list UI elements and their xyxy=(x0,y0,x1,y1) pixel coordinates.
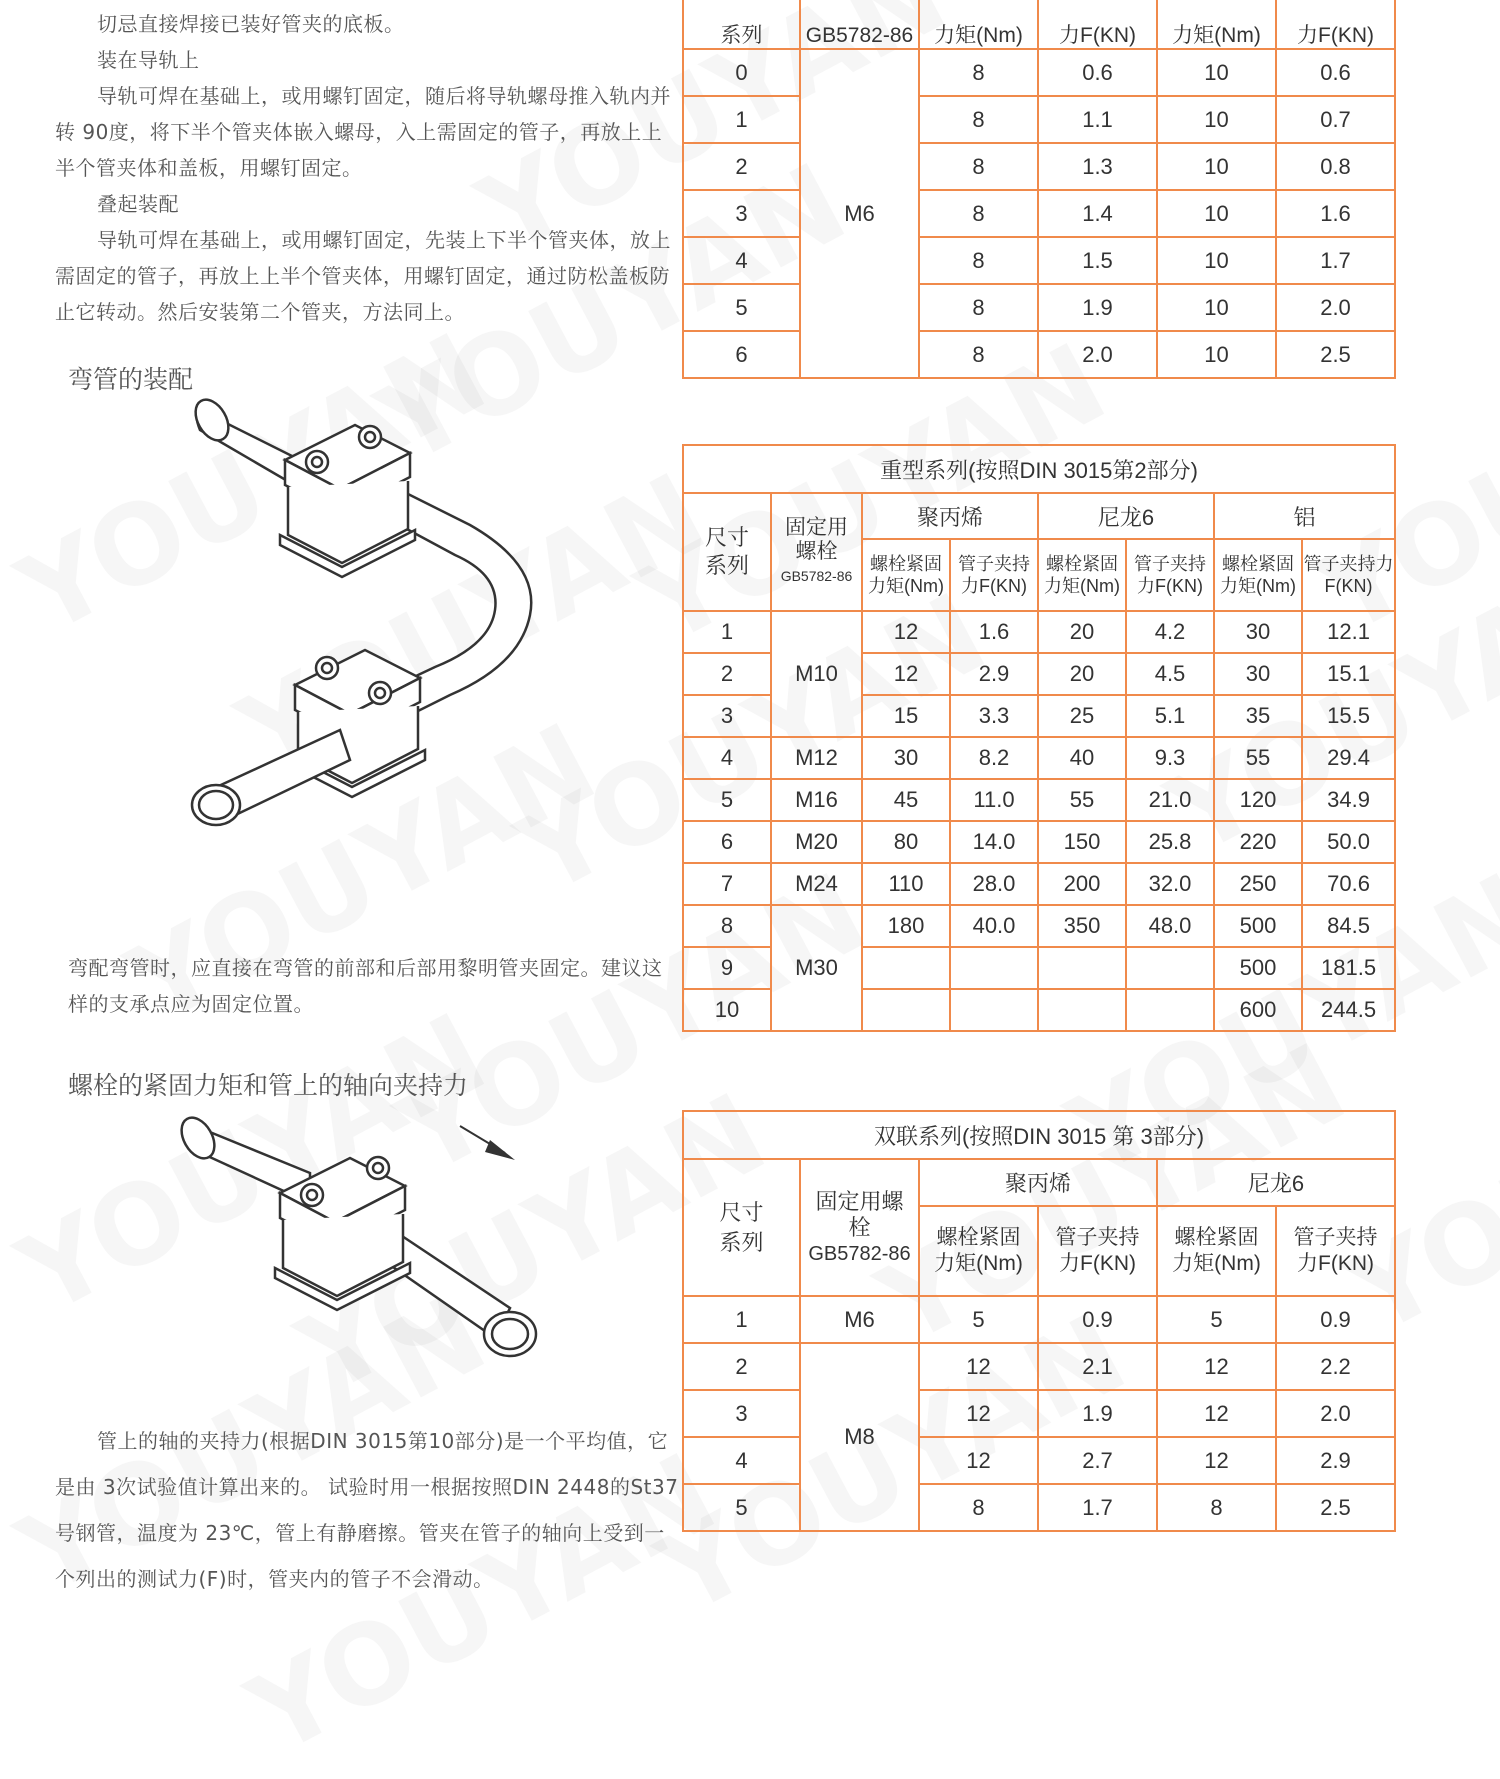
table-cell: 2.0 xyxy=(1038,331,1157,378)
table-header: 力F(KN) xyxy=(1276,0,1395,49)
table-row xyxy=(683,737,1395,779)
table-row xyxy=(683,1437,1395,1484)
table-cell: 1.7 xyxy=(1038,1484,1157,1531)
table-cell: 1.1 xyxy=(1038,96,1157,143)
table-cell: 200 xyxy=(1038,863,1126,905)
size-cell: 0 xyxy=(683,49,800,96)
bolt-header xyxy=(771,493,862,611)
table-cell: 8 xyxy=(919,143,1038,190)
table-row xyxy=(683,96,1395,143)
table-row xyxy=(683,143,1395,190)
table-cell: 8 xyxy=(919,237,1038,284)
size-cell: 3 xyxy=(683,190,800,237)
intro-text xyxy=(55,6,675,330)
table-cell: 21.0 xyxy=(1126,779,1214,821)
bend-caption: 弯配弯管时，应直接在弯管的前部和后部用黎明管夹固定。建议这样的支承点应为固定位置。 xyxy=(68,956,663,1016)
table-cell: 30 xyxy=(1214,653,1302,695)
size-cell: 4 xyxy=(683,1437,800,1484)
axial-clamp-illustration xyxy=(170,1108,570,1408)
intro-subheading: 叠起装配 xyxy=(97,192,179,216)
sub-header-torque: 螺栓紧固力矩(Nm) xyxy=(1157,1206,1276,1296)
bolt-cell: M16 xyxy=(771,779,862,821)
table-cell: 12 xyxy=(1157,1390,1276,1437)
table-cell: 84.5 xyxy=(1302,905,1395,947)
table-cell: 12 xyxy=(1157,1343,1276,1390)
table-caption: 双联系列(按照DIN 3015 第 3部分) xyxy=(683,1111,1395,1159)
table-cell: 120 xyxy=(1214,779,1302,821)
size-cell: 4 xyxy=(683,237,800,284)
table-cell: 220 xyxy=(1214,821,1302,863)
table-cell: 45 xyxy=(862,779,950,821)
size-cell: 3 xyxy=(683,695,771,737)
intro-line: 切忌直接焊接已装好管夹的底板。 xyxy=(97,12,405,36)
table-cell: 10 xyxy=(1157,49,1276,96)
table-cell: 12.1 xyxy=(1302,611,1395,653)
table-cell xyxy=(1126,947,1214,989)
size-header: 尺寸系列 xyxy=(683,1159,800,1296)
table-cell: 8 xyxy=(919,49,1038,96)
table-header: 力F(KN) xyxy=(1038,0,1157,49)
sub-header-force: 管子夹持力F(KN) xyxy=(1126,539,1214,611)
table-cell: 34.9 xyxy=(1302,779,1395,821)
sub-header-force: 管子夹持力F(KN) xyxy=(1302,539,1395,611)
size-cell: 2 xyxy=(683,653,771,695)
table-header: 力矩(Nm) xyxy=(1157,0,1276,49)
table-cell: 12 xyxy=(919,1390,1038,1437)
table-header: GB5782-86 xyxy=(800,0,919,49)
table-cell: 50.0 xyxy=(1302,821,1395,863)
table-cell: 70.6 xyxy=(1302,863,1395,905)
table-row xyxy=(683,1296,1395,1343)
bolt-cell: M30 xyxy=(771,905,862,1031)
table-row xyxy=(683,331,1395,378)
table-cell: 0.6 xyxy=(1276,49,1395,96)
table-row xyxy=(683,821,1395,863)
bolt-cell: M24 xyxy=(771,863,862,905)
bolt-cell: M10 xyxy=(771,611,862,737)
table-cell: 32.0 xyxy=(1126,863,1214,905)
bolt-header-label: 固定用螺栓 xyxy=(785,516,848,563)
size-cell: 2 xyxy=(683,143,800,190)
material-header: 尼龙6 xyxy=(1038,493,1214,539)
table-cell: 10 xyxy=(1157,284,1276,331)
table-cell: 29.4 xyxy=(1302,737,1395,779)
size-cell: 5 xyxy=(683,284,800,331)
table-cell: 1.6 xyxy=(1276,190,1395,237)
material-header: 聚丙烯 xyxy=(862,493,1038,539)
table-cell: 181.5 xyxy=(1302,947,1395,989)
table-cell: 40 xyxy=(1038,737,1126,779)
sub-header-torque: 螺栓紧固力矩(Nm) xyxy=(862,539,950,611)
size-cell: 1 xyxy=(683,1296,800,1343)
table-cell: 30 xyxy=(1214,611,1302,653)
table-cell: 2.1 xyxy=(1038,1343,1157,1390)
table-header: 力矩(Nm) xyxy=(919,0,1038,49)
size-cell: 9 xyxy=(683,947,771,989)
table-cell: 150 xyxy=(1038,821,1126,863)
intro-paragraph: 导轨可焊在基础上，或用螺钉固定，先装上下半个管夹体，放上需固定的管子，再放上上半个管夹体，用螺钉固定，通过防松盖板防止它转动。然后安装第二个管夹，方法同上。 xyxy=(55,228,671,324)
size-header: 尺寸系列 xyxy=(683,493,771,611)
bolt-header xyxy=(800,1159,919,1296)
table-cell: 15 xyxy=(862,695,950,737)
table-cell: 2.7 xyxy=(1038,1437,1157,1484)
bolt-cell: M6 xyxy=(800,49,919,378)
torque-caption xyxy=(55,1418,680,1602)
intro-subheading: 装在导轨上 xyxy=(97,48,200,72)
table-cell: 0.9 xyxy=(1038,1296,1157,1343)
sub-header-force: 管子夹持力F(KN) xyxy=(1276,1206,1395,1296)
size-cell: 10 xyxy=(683,989,771,1031)
size-cell: 6 xyxy=(683,331,800,378)
size-cell: 4 xyxy=(683,737,771,779)
table-cell xyxy=(862,989,950,1031)
size-cell: 1 xyxy=(683,611,771,653)
table-row xyxy=(683,49,1395,96)
table-row xyxy=(683,1484,1395,1531)
table-cell: 28.0 xyxy=(950,863,1038,905)
table-cell: 12 xyxy=(1157,1437,1276,1484)
table-cell: 1.5 xyxy=(1038,237,1157,284)
bolt-cell: M12 xyxy=(771,737,862,779)
table-cell: 600 xyxy=(1214,989,1302,1031)
table-cell: 25.8 xyxy=(1126,821,1214,863)
table-cell: 14.0 xyxy=(950,821,1038,863)
bolt-header-std: GB5782-86 xyxy=(808,1242,911,1265)
table-cell: 1.3 xyxy=(1038,143,1157,190)
table-cell: 8 xyxy=(919,331,1038,378)
sub-header-force: 管子夹持力F(KN) xyxy=(950,539,1038,611)
table-cell: 2.5 xyxy=(1276,331,1395,378)
table-cell: 1.9 xyxy=(1038,1390,1157,1437)
table-cell: 5 xyxy=(919,1296,1038,1343)
table-cell: 12 xyxy=(862,653,950,695)
table-cell: 15.1 xyxy=(1302,653,1395,695)
bolt-cell: M20 xyxy=(771,821,862,863)
size-cell: 5 xyxy=(683,1484,800,1531)
table-cell: 1.4 xyxy=(1038,190,1157,237)
size-cell: 7 xyxy=(683,863,771,905)
table-cell: 10 xyxy=(1157,96,1276,143)
table-cell: 10 xyxy=(1157,190,1276,237)
table-cell: 25 xyxy=(1038,695,1126,737)
size-cell: 8 xyxy=(683,905,771,947)
table-cell: 48.0 xyxy=(1126,905,1214,947)
bolt-cell: M8 xyxy=(800,1343,919,1531)
bolt-header-label: 固定用螺栓 xyxy=(815,1188,904,1240)
table-cell: 8.2 xyxy=(950,737,1038,779)
table-cell: 8 xyxy=(919,284,1038,331)
table-cell: 8 xyxy=(919,190,1038,237)
table-cell: 2.9 xyxy=(950,653,1038,695)
size-cell: 2 xyxy=(683,1343,800,1390)
table-cell: 4.5 xyxy=(1126,653,1214,695)
table-cell: 500 xyxy=(1214,905,1302,947)
table-cell xyxy=(950,989,1038,1031)
table-cell: 20 xyxy=(1038,653,1126,695)
table-cell: 12 xyxy=(919,1343,1038,1390)
table-cell: 2.2 xyxy=(1276,1343,1395,1390)
table-cell: 350 xyxy=(1038,905,1126,947)
table-cell xyxy=(1126,989,1214,1031)
table-cell: 0.7 xyxy=(1276,96,1395,143)
bend-title: 弯管的装配 xyxy=(68,365,194,394)
table-row xyxy=(683,190,1395,237)
table-cell: 35 xyxy=(1214,695,1302,737)
size-cell: 3 xyxy=(683,1390,800,1437)
table-row xyxy=(683,905,1395,947)
table-cell: 9.3 xyxy=(1126,737,1214,779)
table-cell: 110 xyxy=(862,863,950,905)
bolt-cell: M6 xyxy=(800,1296,919,1343)
table-cell: 20 xyxy=(1038,611,1126,653)
heavy-series-table xyxy=(682,444,1396,1032)
table-row xyxy=(683,1390,1395,1437)
table-cell: 180 xyxy=(862,905,950,947)
table-cell: 10 xyxy=(1157,143,1276,190)
sub-header-torque: 螺栓紧固力矩(Nm) xyxy=(1038,539,1126,611)
sub-header-torque: 螺栓紧固力矩(Nm) xyxy=(1214,539,1302,611)
table-cell: 3.3 xyxy=(950,695,1038,737)
table-cell: 0.9 xyxy=(1276,1296,1395,1343)
bend-pipe-illustration xyxy=(170,395,590,855)
bolt-header-std: GB5782-86 xyxy=(780,568,853,584)
table-cell: 2.0 xyxy=(1276,284,1395,331)
table-row xyxy=(683,779,1395,821)
table-row xyxy=(683,1343,1395,1390)
table-cell: 1.9 xyxy=(1038,284,1157,331)
torque-caption-text: 管上的轴的夹持力(根据DIN 3015第10部分)是一个平均值，它是由 3次试验值计算出来的。 试验时用一根据按照DIN 2448的St37号钢管，温度为 23℃，管上有静磨擦。管夹在管子的轴向上受到一个列出的测试力(F)时，管夹内的管子不会滑动。 xyxy=(55,1429,679,1591)
table-cell: 2.0 xyxy=(1276,1390,1395,1437)
table-cell: 12 xyxy=(919,1437,1038,1484)
material-header: 尼龙6 xyxy=(1157,1159,1395,1206)
table-cell: 500 xyxy=(1214,947,1302,989)
table-caption: 重型系列(按照DIN 3015第2部分) xyxy=(683,445,1395,493)
table-cell: 244.5 xyxy=(1302,989,1395,1031)
table-cell: 55 xyxy=(1214,737,1302,779)
sub-header-torque: 螺栓紧固力矩(Nm) xyxy=(919,1206,1038,1296)
table-cell: 8 xyxy=(1157,1484,1276,1531)
table-cell: 250 xyxy=(1214,863,1302,905)
table-cell xyxy=(950,947,1038,989)
table-cell: 55 xyxy=(1038,779,1126,821)
size-cell: 6 xyxy=(683,821,771,863)
table-cell: 8 xyxy=(919,1484,1038,1531)
table-cell xyxy=(1038,947,1126,989)
table-row xyxy=(683,863,1395,905)
table-cell: 12 xyxy=(862,611,950,653)
table-cell: 80 xyxy=(862,821,950,863)
table-cell: 0.8 xyxy=(1276,143,1395,190)
table-cell: 4.2 xyxy=(1126,611,1214,653)
table-row xyxy=(683,237,1395,284)
table-cell: 2.9 xyxy=(1276,1437,1395,1484)
table-row xyxy=(683,611,1395,653)
table-cell: 2.5 xyxy=(1276,1484,1395,1531)
table-header: 系列 xyxy=(683,0,800,49)
light-series-table xyxy=(682,0,1396,379)
table-cell: 0.6 xyxy=(1038,49,1157,96)
table-cell: 11.0 xyxy=(950,779,1038,821)
table-cell xyxy=(862,947,950,989)
table-row xyxy=(683,284,1395,331)
sub-header-force: 管子夹持力F(KN) xyxy=(1038,1206,1157,1296)
table-cell: 10 xyxy=(1157,237,1276,284)
table-cell xyxy=(1038,989,1126,1031)
intro-paragraph: 导轨可焊在基础上，或用螺钉固定，随后将导轨螺母推入轨内并转 90度，将下半个管夹体嵌入螺母，入上需固定的管子，再放上上半个管夹体和盖板，用螺钉固定。 xyxy=(55,84,671,180)
torque-title: 螺栓的紧固力矩和管上的轴向夹持力 xyxy=(68,1071,469,1100)
table-cell: 15.5 xyxy=(1302,695,1395,737)
table-cell: 1.7 xyxy=(1276,237,1395,284)
table-cell: 40.0 xyxy=(950,905,1038,947)
size-cell: 5 xyxy=(683,779,771,821)
table-cell: 5 xyxy=(1157,1296,1276,1343)
double-series-table xyxy=(682,1110,1396,1532)
material-header: 铝 xyxy=(1214,493,1395,539)
table-cell: 5.1 xyxy=(1126,695,1214,737)
table-cell: 10 xyxy=(1157,331,1276,378)
material-header: 聚丙烯 xyxy=(919,1159,1157,1206)
size-cell: 1 xyxy=(683,96,800,143)
table-cell: 8 xyxy=(919,96,1038,143)
table-cell: 30 xyxy=(862,737,950,779)
table-cell: 1.6 xyxy=(950,611,1038,653)
